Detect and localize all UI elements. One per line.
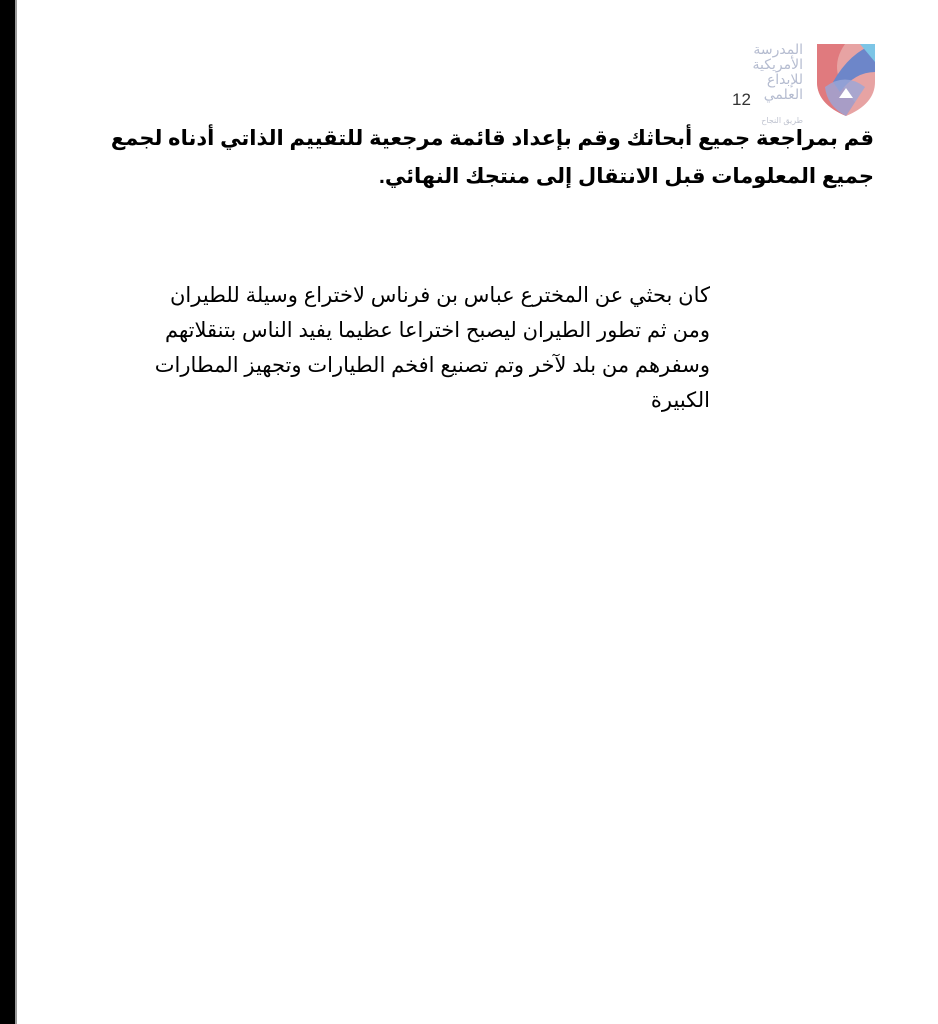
- student-answer-text: كان بحثي عن المخترع عباس بن فرناس لاختراع وسيلة للطيران ومن ثم تطور الطيران ليصبح اختراعا عظيما يفيد الناس بتنقلاتهم وسفرهم من بلد لآخر وتم تصنيع افخم الطيارات وتجهيز المطارات الكبيرة: [154, 284, 710, 412]
- logo-name: المدرسة الأمريكية للإبداع العلمي: [752, 41, 803, 102]
- logo-tagline: طريق النجاح: [761, 116, 803, 125]
- document-page: [15, 0, 938, 1024]
- shield-icon: [815, 42, 877, 118]
- page-number: 12: [732, 90, 751, 109]
- instruction-heading: قم بمراجعة جميع أبحاثك وقم بإعداد قائمة مرجعية للتقييم الذاتي أدناه لجمع جميع المعلومات قبل الانتقال إلى منتجك النهائي.: [110, 127, 874, 188]
- school-logo: [725, 40, 885, 130]
